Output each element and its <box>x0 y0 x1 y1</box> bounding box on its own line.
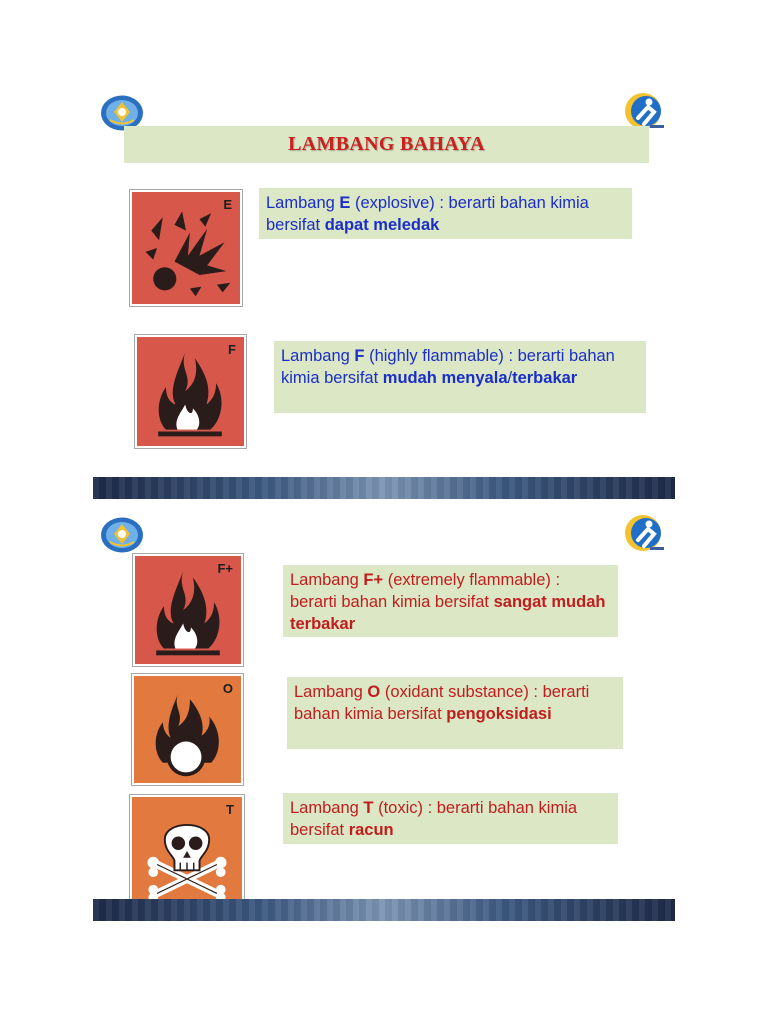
sign-toxic <box>130 795 244 907</box>
kemdikbud-logo-icon <box>100 516 144 554</box>
flame-icon <box>135 556 241 664</box>
tut-wuri-logo-icon <box>622 514 668 554</box>
slide-divider <box>93 477 675 499</box>
sign-letter: F <box>228 342 236 357</box>
page-title: LAMBANG BAHAYA <box>288 133 485 155</box>
sign-highly-flammable <box>135 335 246 448</box>
description-explosive: Lambang E (explosive) : berarti bahan kimia bersifat dapat meledak <box>259 188 632 239</box>
sign-letter: E <box>223 197 232 212</box>
description-oxidant: Lambang O (oxidant substance) : berarti bahan kimia bersifat pengoksidasi <box>287 677 623 749</box>
sign-oxidant <box>132 674 243 785</box>
explosion-icon <box>132 192 240 304</box>
sign-letter: F+ <box>217 561 233 576</box>
description-extremely-flammable: Lambang F+ (extremely flammable) : berarti bahan kimia bersifat sangat mudah terbakar <box>283 565 618 637</box>
skull-crossbones-icon <box>132 797 242 905</box>
sign-letter: T <box>226 802 234 817</box>
sign-explosive <box>130 190 242 306</box>
sign-extremely-flammable <box>133 554 243 666</box>
description-toxic: Lambang T (toxic) : berarti bahan kimia bersifat racun <box>283 793 618 844</box>
sign-letter: O <box>222 681 233 696</box>
description-highly-flammable: Lambang F (highly flammable) : berarti bahan kimia bersifat mudah menyala/terbakar <box>274 341 646 413</box>
slide-divider <box>93 899 675 921</box>
title-bar <box>124 126 649 163</box>
flame-over-circle-icon <box>134 676 241 783</box>
flame-icon <box>137 337 244 446</box>
